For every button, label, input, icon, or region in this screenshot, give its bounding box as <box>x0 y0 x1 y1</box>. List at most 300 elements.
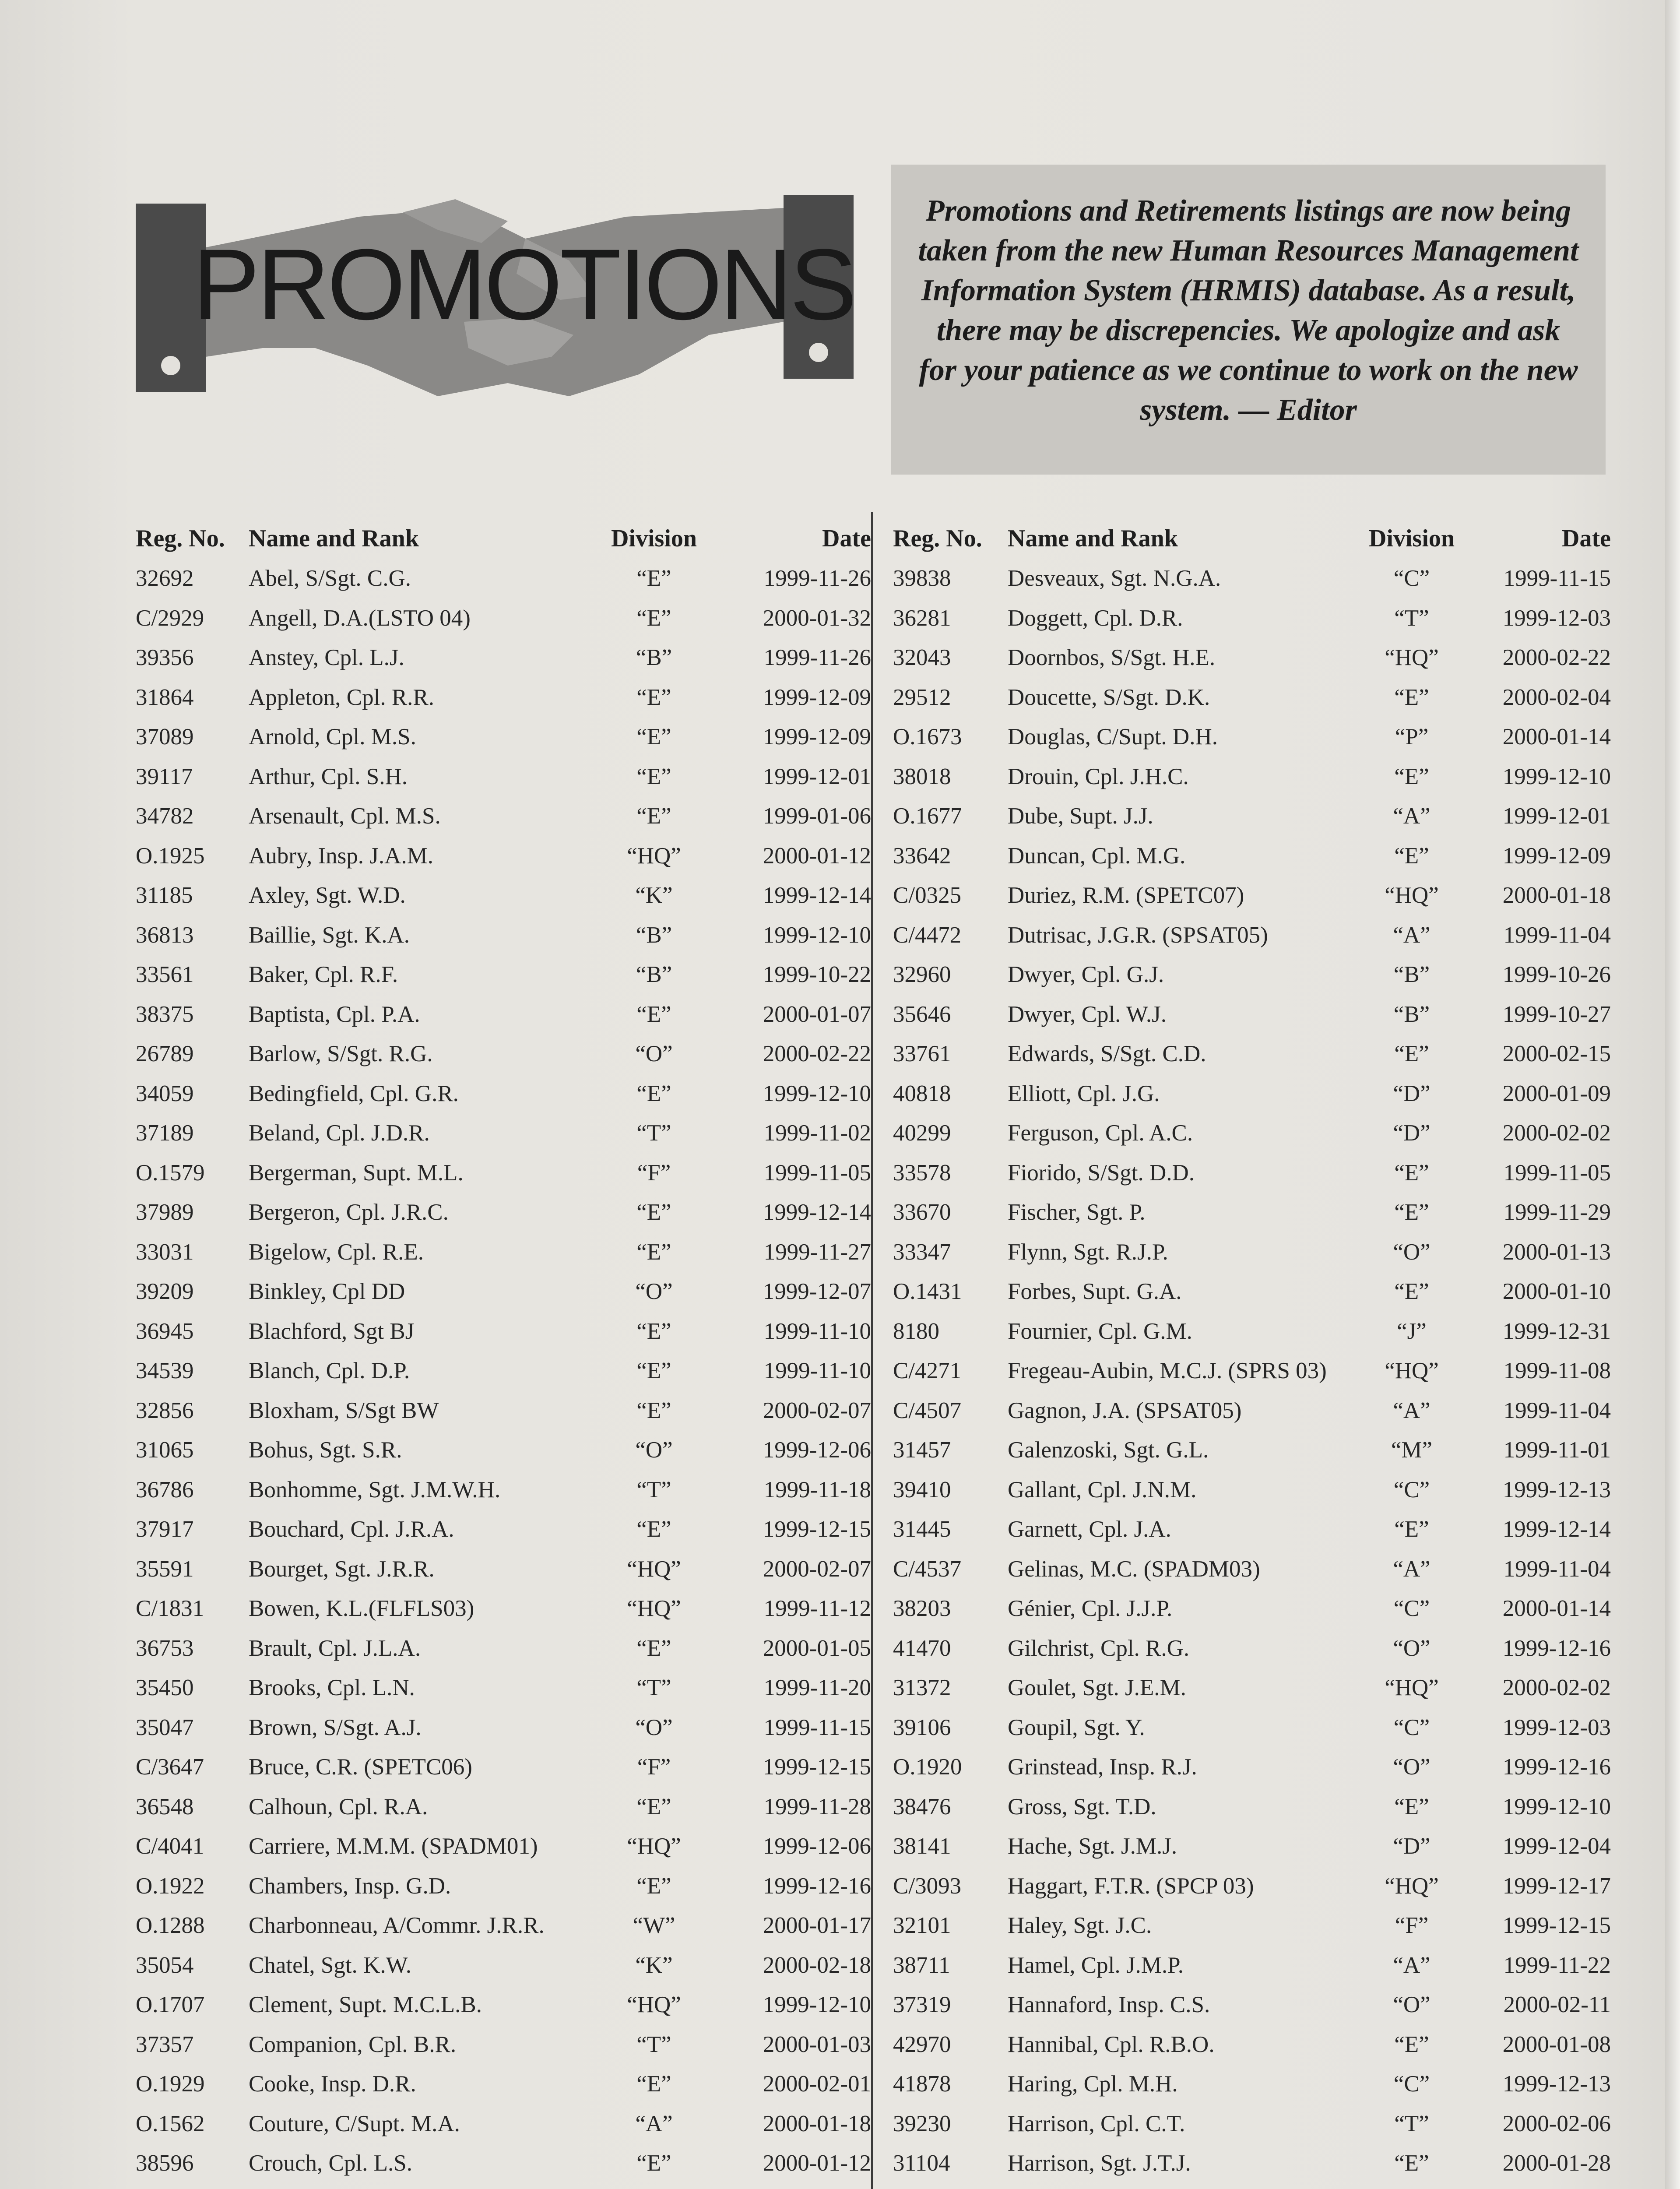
division-cell: “O” <box>1393 1992 1430 2018</box>
table-row <box>136 1272 871 1312</box>
division-cell: “E” <box>636 2150 671 2176</box>
date-cell: 2000-01-18 <box>1502 883 1611 908</box>
name-rank-cell: Crouch, Cpl. L.S. <box>249 2150 412 2176</box>
name-rank-cell: Arthur, Cpl. S.H. <box>249 764 408 789</box>
table-row <box>136 1034 871 1074</box>
name-rank-cell: Calhoun, Cpl. R.A. <box>249 1794 428 1819</box>
table-row <box>893 1153 1611 1193</box>
division-cell: “A” <box>1393 803 1430 829</box>
division-cell: “A” <box>1393 1556 1430 1582</box>
column-divider <box>871 512 873 2189</box>
reg-no-cell: 35450 <box>136 1675 194 1701</box>
division-cell: “F” <box>1395 1913 1429 1939</box>
date-cell: 2000-02-22 <box>763 1041 871 1067</box>
reg-no-cell: 35047 <box>136 1714 194 1740</box>
table-row <box>136 2104 871 2144</box>
table-row <box>136 1312 871 1351</box>
date-cell: 1999-12-10 <box>1502 1794 1611 1819</box>
reg-no-cell: 8180 <box>893 1318 939 1344</box>
name-rank-cell: Gagnon, J.A. (SPSAT05) <box>1008 1397 1242 1423</box>
date-cell: 2000-02-07 <box>763 1397 871 1423</box>
division-cell: “HQ” <box>1385 645 1439 671</box>
table-row <box>893 1351 1611 1391</box>
date-cell: 1999-12-06 <box>763 1437 871 1463</box>
name-rank-cell: Doucette, S/Sgt. D.K. <box>1008 684 1210 710</box>
division-cell: “F” <box>637 1160 671 1186</box>
division-cell: “W” <box>633 1913 675 1939</box>
division-cell: “E” <box>636 1873 671 1899</box>
name-rank-cell: Bohus, Sgt. S.R. <box>249 1437 402 1463</box>
date-cell: 1999-11-04 <box>1503 1397 1611 1423</box>
reg-no-cell: 32960 <box>893 962 951 988</box>
name-rank-cell: Baptista, Cpl. P.A. <box>249 1001 420 1027</box>
date-cell: 2000-01-12 <box>763 2150 871 2176</box>
page-edge <box>1665 0 1680 2189</box>
reg-no-cell: 38203 <box>893 1596 951 1622</box>
table-row <box>136 1946 871 1985</box>
division-cell: “E” <box>636 1239 671 1265</box>
header-division: Division <box>611 525 697 552</box>
division-cell: “E” <box>1394 2150 1429 2176</box>
division-cell: “A” <box>1393 922 1430 948</box>
reg-no-cell: 33578 <box>893 1160 951 1186</box>
table-row <box>136 915 871 955</box>
table-row <box>136 1430 871 1470</box>
table-row <box>893 1827 1611 1866</box>
date-cell: 1999-12-07 <box>763 1279 871 1305</box>
division-cell: “HQ” <box>627 843 681 869</box>
division-cell: “E” <box>1394 684 1429 710</box>
division-cell: “A” <box>635 2111 673 2136</box>
date-cell: 1999-11-26 <box>763 645 871 671</box>
notice-text: Promotions and Retirements listings are now being taken from the new Human Resources Management Information System (HRMIS) database. As a result, there may be discrepencies. We apologize and ask for your patience as we continue to work on the new system. — Editor <box>918 194 1579 427</box>
date-cell: 1999-11-15 <box>763 1714 871 1740</box>
table-row <box>136 559 871 598</box>
table-row <box>893 876 1611 915</box>
division-cell: “HQ” <box>627 1556 681 1582</box>
name-rank-cell: Grinstead, Insp. R.J. <box>1008 1754 1197 1780</box>
date-cell: 1999-12-10 <box>1502 764 1611 789</box>
reg-no-cell: C/4507 <box>893 1397 962 1423</box>
table-row <box>893 1510 1611 1549</box>
date-cell: 2000-02-11 <box>1503 1992 1611 2018</box>
date-cell: 1999-12-03 <box>1502 605 1611 631</box>
name-rank-cell: Hannibal, Cpl. R.B.O. <box>1008 2031 1215 2057</box>
reg-no-cell: 36753 <box>136 1635 194 1661</box>
name-rank-cell: Flynn, Sgt. R.J.P. <box>1008 1239 1168 1265</box>
reg-no-cell: 36945 <box>136 1318 194 1344</box>
division-cell: “HQ” <box>1385 1873 1439 1899</box>
reg-no-cell: 31065 <box>136 1437 194 1463</box>
name-rank-cell: Hamel, Cpl. J.M.P. <box>1008 1952 1184 1978</box>
reg-no-cell: 39209 <box>136 1279 194 1305</box>
name-rank-cell: Hannaford, Insp. C.S. <box>1008 1992 1210 2018</box>
reg-no-cell: 37917 <box>136 1517 194 1542</box>
division-cell: “O” <box>1393 1635 1430 1661</box>
table-row <box>136 638 871 678</box>
reg-no-cell: O.1677 <box>893 803 962 829</box>
reg-no-cell: 31457 <box>893 1437 951 1463</box>
table-row <box>893 1985 1611 2025</box>
table-row <box>893 717 1611 757</box>
name-rank-cell: Fregeau-Aubin, M.C.J. (SPRS 03) <box>1008 1358 1327 1384</box>
division-cell: “E” <box>1394 1517 1429 1542</box>
division-cell: “O” <box>635 1714 673 1740</box>
reg-no-cell: C/0325 <box>893 883 962 908</box>
table-header-row <box>893 512 1611 559</box>
promotions-table-left <box>136 512 871 2189</box>
division-cell: “K” <box>635 883 673 908</box>
reg-no-cell: 36281 <box>893 605 951 631</box>
division-cell: “B” <box>1393 962 1430 988</box>
reg-no-cell: 41878 <box>893 2071 951 2097</box>
reg-no-cell: 39838 <box>893 566 951 591</box>
name-rank-cell: Elliott, Cpl. J.G. <box>1008 1080 1160 1106</box>
reg-no-cell: 37089 <box>136 724 194 750</box>
reg-no-cell: 31104 <box>893 2150 950 2176</box>
table-row <box>893 955 1611 995</box>
reg-no-cell: 38476 <box>893 1794 951 1819</box>
header-name-rank: Name and Rank <box>249 525 419 552</box>
table-row <box>136 1985 871 2025</box>
table-row <box>893 2064 1611 2104</box>
date-cell <box>1475 2183 1611 2189</box>
name-rank-cell: Bruce, C.R. (SPETC06) <box>249 1754 472 1780</box>
reg-no-cell: 39230 <box>893 2111 951 2136</box>
name-rank-cell: Gilchrist, Cpl. R.G. <box>1008 1635 1190 1661</box>
reg-no-cell: 37319 <box>893 1992 951 2018</box>
table-row <box>136 2025 871 2065</box>
table-row <box>136 1113 871 1153</box>
date-cell: 2000-01-05 <box>763 1635 871 1661</box>
division-cell <box>589 2183 719 2189</box>
name-rank-cell: Bergerman, Supt. M.L. <box>249 1160 464 1186</box>
reg-no-cell: 42970 <box>893 2031 951 2057</box>
name-rank-cell: Arnold, Cpl. M.S. <box>249 724 416 750</box>
table-row <box>893 1629 1611 1668</box>
division-cell: “D” <box>1393 1120 1430 1146</box>
division-cell: “E” <box>636 2071 671 2097</box>
division-cell: “O” <box>635 1437 673 1463</box>
reg-no-cell: C/1831 <box>136 1596 204 1622</box>
division-cell: “E” <box>636 1635 671 1661</box>
reg-no-cell <box>136 2183 249 2189</box>
name-rank-cell: Appleton, Cpl. R.R. <box>249 684 435 710</box>
table-row <box>136 876 871 915</box>
name-rank-cell: Abel, S/Sgt. C.G. <box>249 566 411 591</box>
date-cell: 1999-12-01 <box>763 764 871 789</box>
date-cell: 1999-11-15 <box>1503 566 1611 591</box>
table-row <box>136 995 871 1035</box>
reg-no-cell: 40299 <box>893 1120 951 1146</box>
table-row <box>893 1272 1611 1312</box>
name-rank-cell: Angell, D.A.(LSTO 04) <box>249 605 471 631</box>
table-row <box>136 2064 871 2104</box>
reg-no-cell: C/3093 <box>893 1873 962 1899</box>
reg-no-cell: 39410 <box>893 1477 951 1503</box>
table-row <box>893 1232 1611 1272</box>
date-cell: 1999-11-20 <box>763 1675 871 1701</box>
division-cell: “K” <box>635 1952 673 1978</box>
date-cell: 1999-11-04 <box>1503 922 1611 948</box>
name-rank-cell: Chatel, Sgt. K.W. <box>249 1952 411 1978</box>
table-row <box>893 678 1611 718</box>
division-cell <box>1348 2183 1475 2189</box>
reg-no-cell: 34539 <box>136 1358 194 1384</box>
reg-no-cell: 33031 <box>136 1239 194 1265</box>
reg-no-cell: 34059 <box>136 1080 194 1106</box>
division-cell: “C” <box>1393 1596 1430 1622</box>
table-row <box>893 915 1611 955</box>
header-reg-no: Reg. No. <box>893 525 982 552</box>
table-row <box>893 559 1611 598</box>
date-cell: 2000-02-06 <box>1502 2111 1611 2136</box>
division-cell: “HQ” <box>1385 883 1439 908</box>
date-cell: 1999-10-26 <box>1502 962 1611 988</box>
reg-no-cell: 38018 <box>893 764 951 789</box>
name-rank-cell: Garnett, Cpl. J.A. <box>1008 1517 1171 1542</box>
name-rank-cell: Axley, Sgt. W.D. <box>249 883 406 908</box>
table-row <box>893 1193 1611 1232</box>
name-rank-cell: Goulet, Sgt. J.E.M. <box>1008 1675 1186 1701</box>
division-cell: “E” <box>636 1517 671 1542</box>
reg-no-cell: O.1922 <box>136 1873 205 1899</box>
division-cell: “HQ” <box>1385 1675 1439 1701</box>
date-cell: 2000-01-28 <box>1502 2150 1611 2176</box>
division-cell: “T” <box>636 1675 671 1701</box>
date-cell: 1999-12-10 <box>763 922 871 948</box>
date-cell: 1999-12-14 <box>763 883 871 908</box>
promotions-table-right <box>893 512 1611 2189</box>
table-row <box>893 796 1611 836</box>
name-rank-cell <box>249 2183 589 2189</box>
reg-no-cell: O.1562 <box>136 2111 205 2136</box>
table-row <box>136 1668 871 1708</box>
reg-no-cell: C/2929 <box>136 605 204 631</box>
table-row <box>136 678 871 718</box>
date-cell: 1999-11-05 <box>763 1160 871 1186</box>
division-cell: “E” <box>636 1001 671 1027</box>
table-row <box>893 638 1611 678</box>
table-row <box>893 2143 1611 2183</box>
name-rank-cell: Goupil, Sgt. Y. <box>1008 1714 1145 1740</box>
division-cell: “D” <box>1393 1080 1430 1106</box>
division-cell: “O” <box>635 1279 673 1305</box>
date-cell: 1999-11-02 <box>763 1120 871 1146</box>
reg-no-cell: 36786 <box>136 1477 194 1503</box>
date-cell: 1999-11-29 <box>1503 1200 1611 1225</box>
table-row <box>136 1470 871 1510</box>
date-cell: 1999-12-13 <box>1502 2071 1611 2097</box>
date-cell: 2000-02-02 <box>1502 1120 1611 1146</box>
table-row <box>893 757 1611 797</box>
date-cell: 1999-12-31 <box>1502 1318 1611 1344</box>
reg-no-cell: O.1579 <box>136 1160 205 1186</box>
table-row <box>893 1589 1611 1629</box>
table-row <box>893 836 1611 876</box>
division-cell: “E” <box>1394 1794 1429 1819</box>
reg-no-cell: 31445 <box>893 1517 951 1542</box>
name-rank-cell: Bowen, K.L.(FLFLS03) <box>249 1596 474 1622</box>
date-cell: 1999-12-17 <box>1502 1873 1611 1899</box>
reg-no-cell: 37189 <box>136 1120 194 1146</box>
date-cell: 2000-01-14 <box>1502 724 1611 750</box>
name-rank-cell: Doornbos, S/Sgt. H.E. <box>1008 645 1216 671</box>
table-row <box>893 1113 1611 1153</box>
reg-no-cell: C/3647 <box>136 1754 204 1780</box>
division-cell: “T” <box>636 2031 671 2057</box>
table-row <box>136 1866 871 1906</box>
name-rank-cell: Binkley, Cpl DD <box>249 1279 405 1305</box>
date-cell: 2000-01-07 <box>763 1001 871 1027</box>
table-row <box>136 1906 871 1946</box>
division-cell: “E” <box>636 803 671 829</box>
table-row <box>136 1629 871 1668</box>
table-row <box>893 1668 1611 1708</box>
date-cell: 1999-12-16 <box>1502 1635 1611 1661</box>
name-rank-cell: Anstey, Cpl. L.J. <box>249 645 404 671</box>
date-cell: 1999-11-10 <box>763 1358 871 1384</box>
reg-no-cell: 33347 <box>893 1239 951 1265</box>
name-rank-cell: Galenzoski, Sgt. G.L. <box>1008 1437 1209 1463</box>
date-cell: 1999-11-05 <box>1503 1160 1611 1186</box>
reg-no-cell: 31864 <box>136 684 194 710</box>
division-cell: “E” <box>636 724 671 750</box>
reg-no-cell: 41470 <box>893 1635 951 1661</box>
date-cell: 1999-11-22 <box>1503 1952 1611 1978</box>
date-cell <box>719 2183 871 2189</box>
division-cell: “M” <box>1391 1437 1433 1463</box>
name-rank-cell: Barlow, S/Sgt. R.G. <box>249 1041 433 1067</box>
name-rank-cell: Ferguson, Cpl. A.C. <box>1008 1120 1193 1146</box>
name-rank-cell: Bigelow, Cpl. R.E. <box>249 1239 424 1265</box>
division-cell: “C” <box>1393 1714 1430 1740</box>
table-row <box>136 1787 871 1827</box>
division-cell: “T” <box>636 1120 671 1146</box>
name-rank-cell: Edwards, S/Sgt. C.D. <box>1008 1041 1206 1067</box>
reg-no-cell: C/4271 <box>893 1358 962 1384</box>
reg-no-cell: 36813 <box>136 922 194 948</box>
date-cell: 1999-12-01 <box>1502 803 1611 829</box>
name-rank-cell: Bloxham, S/Sgt BW <box>249 1397 439 1423</box>
name-rank-cell: Haring, Cpl. M.H. <box>1008 2071 1178 2097</box>
table-row <box>136 1747 871 1787</box>
reg-no-cell: O.1431 <box>893 1279 962 1305</box>
name-rank-cell: Fournier, Cpl. G.M. <box>1008 1318 1192 1344</box>
name-rank-cell: Duncan, Cpl. M.G. <box>1008 843 1186 869</box>
name-rank-cell: Chambers, Insp. G.D. <box>249 1873 451 1899</box>
editor-notice <box>891 165 1606 475</box>
date-cell: 1999-12-15 <box>763 1517 871 1542</box>
date-cell: 1999-11-04 <box>1503 1556 1611 1582</box>
reg-no-cell: 34782 <box>136 803 194 829</box>
table-row <box>136 955 871 995</box>
division-cell: “C” <box>1393 1477 1430 1503</box>
name-rank-cell: Dutrisac, J.G.R. (SPSAT05) <box>1008 922 1268 948</box>
table-row <box>136 1510 871 1549</box>
reg-no-cell: 35591 <box>136 1556 194 1582</box>
name-rank-cell: Bourget, Sgt. J.R.R. <box>249 1556 435 1582</box>
table-row <box>893 1391 1611 1431</box>
division-cell: “F” <box>637 1754 671 1780</box>
table-row <box>136 2183 871 2189</box>
name-rank-cell: Doggett, Cpl. D.R. <box>1008 605 1183 631</box>
date-cell: 1999-11-28 <box>763 1794 871 1819</box>
page-title: PROMOTIONS <box>193 228 854 341</box>
date-cell: 1999-12-06 <box>763 1834 871 1859</box>
division-cell: “T” <box>1394 605 1429 631</box>
table-row <box>893 1747 1611 1787</box>
reg-no-cell: 35646 <box>893 1001 951 1027</box>
reg-no-cell: 32101 <box>893 1913 951 1939</box>
table-row <box>893 1787 1611 1827</box>
name-rank-cell: Haley, Sgt. J.C. <box>1008 1913 1152 1939</box>
reg-no-cell: 39117 <box>136 764 193 789</box>
table-row <box>136 1074 871 1114</box>
table-row <box>893 2183 1611 2189</box>
date-cell: 1999-12-16 <box>1502 1754 1611 1780</box>
reg-no-cell: 38596 <box>136 2150 194 2176</box>
date-cell: 1999-12-10 <box>763 1992 871 2018</box>
name-rank-cell: Dwyer, Cpl. G.J. <box>1008 962 1164 988</box>
date-cell: 1999-01-06 <box>763 803 871 829</box>
date-cell: 1999-12-14 <box>763 1200 871 1225</box>
division-cell: “HQ” <box>627 1834 681 1859</box>
table-row <box>893 1470 1611 1510</box>
name-rank-cell: Dwyer, Cpl. W.J. <box>1008 1001 1167 1027</box>
reg-no-cell: 38375 <box>136 1001 194 1027</box>
name-rank-cell: Forbes, Supt. G.A. <box>1008 1279 1182 1305</box>
table-row <box>136 1549 871 1589</box>
table-row <box>136 1153 871 1193</box>
header-banner <box>131 190 858 401</box>
table-row <box>893 2104 1611 2144</box>
date-cell: 1999-12-16 <box>763 1873 871 1899</box>
reg-no-cell: O.1673 <box>893 724 962 750</box>
name-rank-cell: Harrison, Cpl. C.T. <box>1008 2111 1185 2136</box>
division-cell: “HQ” <box>627 1992 681 2018</box>
reg-no-cell: 39106 <box>893 1714 951 1740</box>
table-row <box>893 1034 1611 1074</box>
reg-no-cell: 32692 <box>136 566 194 591</box>
name-rank-cell: Drouin, Cpl. J.H.C. <box>1008 764 1189 789</box>
reg-no-cell: C/4041 <box>136 1834 204 1859</box>
table-row <box>136 717 871 757</box>
name-rank-cell: Gelinas, M.C. (SPADM03) <box>1008 1556 1260 1582</box>
name-rank-cell: Couture, C/Supt. M.A. <box>249 2111 460 2136</box>
date-cell: 1999-11-12 <box>763 1596 871 1622</box>
name-rank-cell: Brooks, Cpl. L.N. <box>249 1675 415 1701</box>
table-row <box>136 757 871 797</box>
table-header-row <box>136 512 871 559</box>
division-cell: “C” <box>1393 566 1430 591</box>
division-cell: “O” <box>635 1041 673 1067</box>
date-cell: 2000-01-17 <box>763 1913 871 1939</box>
name-rank-cell: Beland, Cpl. J.D.R. <box>249 1120 430 1146</box>
date-cell: 1999-12-09 <box>763 684 871 710</box>
date-cell: 2000-01-14 <box>1502 1596 1611 1622</box>
reg-no-cell: 31185 <box>136 883 193 908</box>
date-cell: 1999-11-10 <box>763 1318 871 1344</box>
date-cell: 2000-01-03 <box>763 2031 871 2057</box>
date-cell: 2000-02-22 <box>1502 645 1611 671</box>
table-row <box>136 836 871 876</box>
name-rank-cell: Companion, Cpl. B.R. <box>249 2031 457 2057</box>
name-rank-cell: Blanch, Cpl. D.P. <box>249 1358 410 1384</box>
table-row <box>136 1232 871 1272</box>
division-cell: “E” <box>636 764 671 789</box>
name-rank-cell: Dube, Supt. J.J. <box>1008 803 1153 829</box>
